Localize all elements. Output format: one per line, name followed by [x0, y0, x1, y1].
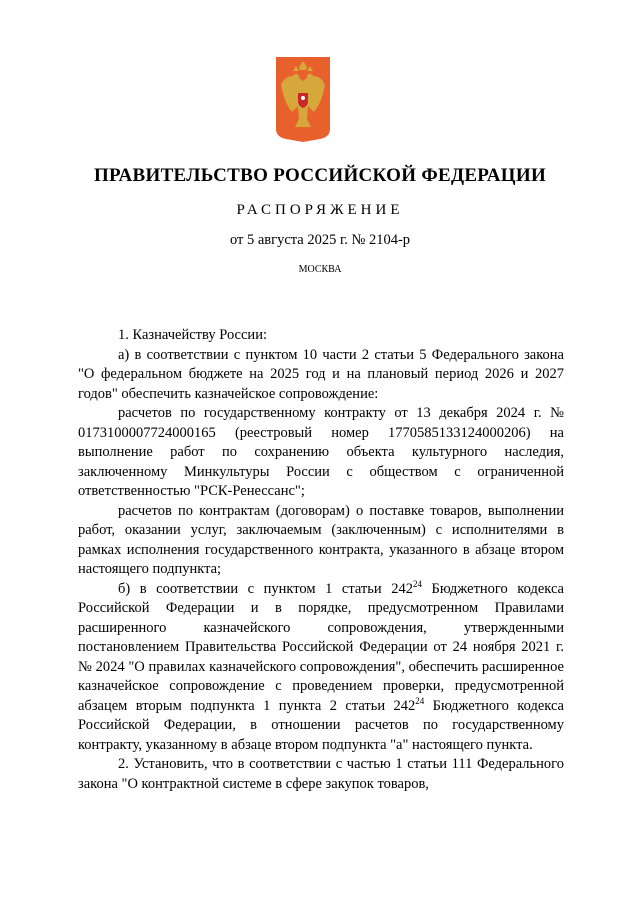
superscript: 24	[415, 695, 425, 706]
paragraph: а) в соответствии с пунктом 10 части 2 статьи 5 Федерального закона "О федеральном бюджете на 2025 год и на плановый период 2026 и 2027 годов" обеспечить казначейское сопровождение:	[78, 346, 564, 402]
russian-coat-of-arms-icon	[276, 57, 330, 142]
document-city: МОСКВА	[298, 264, 342, 275]
government-title: ПРАВИТЕЛЬСТВО РОССИЙСКОЙ ФЕДЕРАЦИИ	[93, 165, 547, 186]
document-date-number: от 5 августа 2025 г. № 2104-р	[229, 232, 411, 248]
paragraph: расчетов по государственному контракту от 13 декабря 2024 г. № 0173100007724000165 (реестровый номер 1770585133124000206) на выполнение работ по сохранению объекта культурного наследия, заключенному Минкультуры России с обществом с ограниченной ответственностью "РСК-Ренессанс";	[78, 405, 564, 499]
paragraph-text: Бюджетного кодекса Российской Федерации, в отношении расчетов по государственному контракту, указанному в абзаце втором подпункта "а" настоящего пункта.	[78, 697, 564, 753]
paragraph: 1. Казначейству России:	[118, 327, 267, 343]
paragraph: 2. Установить, что в соответствии с частью 1 статьи 111 Федерального закона "О контрактной системе в сфере закупок товаров,	[78, 756, 564, 792]
paragraph-text: б) в соответствии с пунктом 1 статьи 242	[118, 580, 413, 597]
paragraph-text: Бюджетного кодекса Российской Федерации и в порядке, предусмотренном Правилами расширенного казначейского сопровождения, утвержденными постановлением Правительства Российской Федерации от 24 ноября 2021 г. № 2024 "О правилах казначейского сопровождения", обеспечить расширенное казначейское сопровождение с проведением проверки, предусмотренной абзацем вторым подпункта 1 пункта 2 статьи 242	[78, 580, 564, 714]
document-body	[78, 326, 564, 794]
document-type: РАСПОРЯЖЕНИЕ	[236, 202, 404, 218]
superscript: 24	[412, 578, 422, 589]
paragraph: расчетов по контрактам (договорам) о поставке товаров, выполнении работ, оказании услуг, заключаемым (заключенным) с исполнителями в рамках исполнения государственного контракта, указанного в абзаце втором настоящего подпункта;	[78, 502, 564, 577]
paragraph	[78, 580, 564, 756]
